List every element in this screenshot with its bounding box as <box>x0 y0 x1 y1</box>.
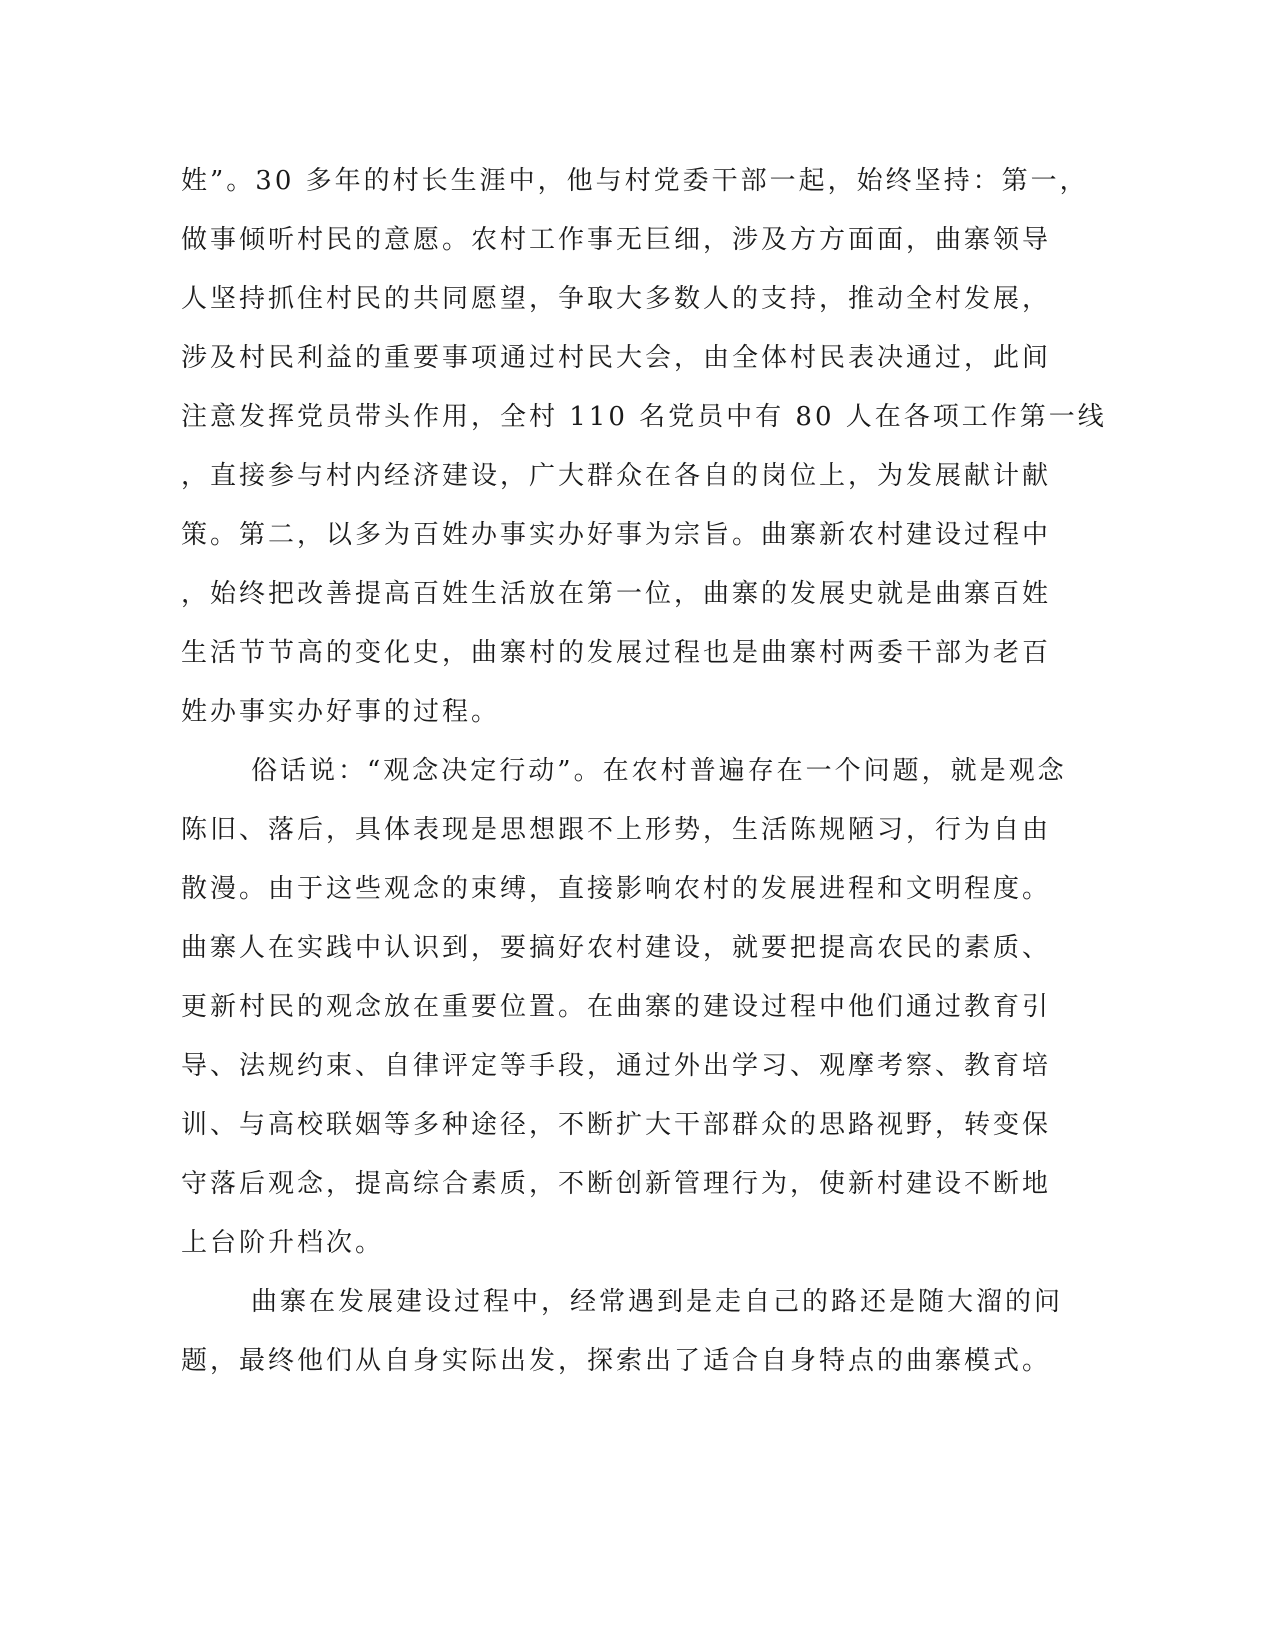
text-line: 陈旧、落后，具体表现是思想跟不上形势，生活陈规陋习，行为自由 <box>181 815 1052 845</box>
paragraph-first-line: 俗话说：“观念决定行动”。在农村普遍存在一个问题，就是观念 <box>251 756 1067 786</box>
text-line: 注意发挥党员带头作用，全村 110 名党员中有 80 人在各项工作第一线 <box>181 402 1107 432</box>
text-line: ，始终把改善提高百姓生活放在第一位，曲寨的发展史就是曲寨百姓 <box>181 579 1052 609</box>
text-line: 策。第二，以多为百姓办事实办好事为宗旨。曲寨新农村建设过程中 <box>181 520 1052 550</box>
text-line: 人坚持抓住村民的共同愿望，争取大多数人的支持，推动全村发展， <box>181 284 1052 314</box>
text-line: ，直接参与村内经济建设，广大群众在各自的岗位上，为发展献计献 <box>181 461 1052 491</box>
text-line: 姓办事实办好事的过程。 <box>181 697 501 727</box>
text-line: 生活节节高的变化史，曲寨村的发展过程也是曲寨村两委干部为老百 <box>181 638 1052 668</box>
paragraph-first-line: 曲寨在发展建设过程中，经常遇到是走自己的路还是随大溜的问 <box>251 1287 1064 1317</box>
text-line: 姓”。30 多年的村长生涯中，他与村党委干部一起，始终坚持：第一， <box>181 166 1089 196</box>
text-line: 做事倾听村民的意愿。农村工作事无巨细，涉及方方面面，曲寨领导 <box>181 225 1052 255</box>
text-line: 散漫。由于这些观念的束缚，直接影响农村的发展进程和文明程度。 <box>181 874 1052 904</box>
text-line: 更新村民的观念放在重要位置。在曲寨的建设过程中他们通过教育引 <box>181 992 1052 1022</box>
text-line: 导、法规约束、自律评定等手段，通过外出学习、观摩考察、教育培 <box>181 1051 1052 1081</box>
text-line: 涉及村民利益的重要事项通过村民大会，由全体村民表决通过，此间 <box>181 343 1052 373</box>
text-line: 曲寨人在实践中认识到，要搞好农村建设，就要把提高农民的素质、 <box>181 933 1052 963</box>
text-line: 训、与高校联姻等多种途径，不断扩大干部群众的思路视野，转变保 <box>181 1110 1052 1140</box>
text-line: 上台阶升档次。 <box>181 1228 385 1258</box>
text-line: 题，最终他们从自身实际出发，探索出了适合自身特点的曲寨模式。 <box>181 1346 1052 1376</box>
text-line: 守落后观念，提高综合素质，不断创新管理行为，使新村建设不断地 <box>181 1169 1052 1199</box>
